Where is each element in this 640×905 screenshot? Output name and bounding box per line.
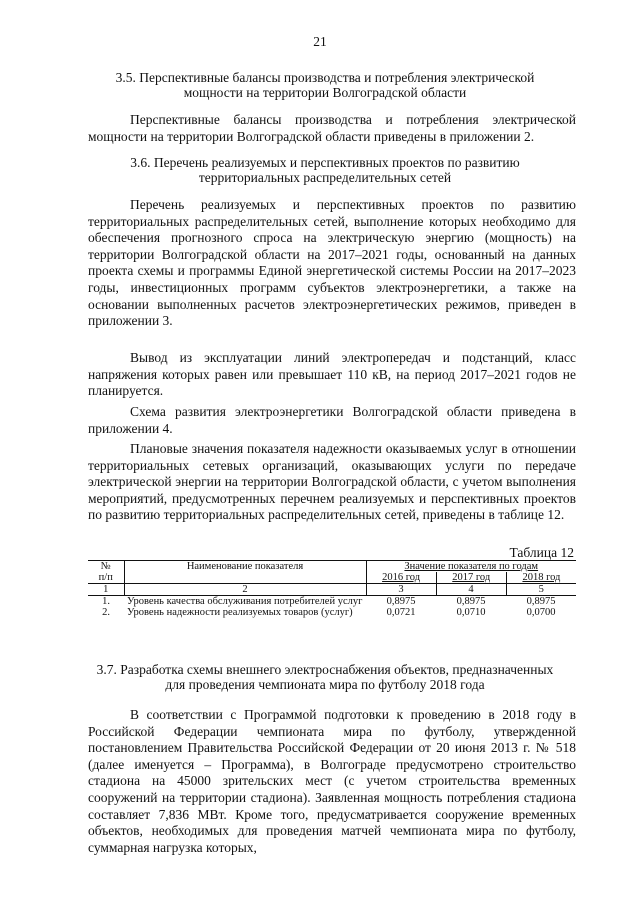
table-header-num bbox=[88, 561, 124, 584]
row-value-2016: 0,8975 bbox=[386, 596, 416, 607]
table-header-values bbox=[366, 561, 576, 584]
section-3-5-title-line1: 3.5. Перспективные балансы производства и потребления электрической bbox=[115, 70, 535, 85]
section-3-5-title bbox=[80, 70, 570, 100]
table-header-year-2018: 2018 год bbox=[506, 572, 576, 583]
section-3-7-paragraph: В соответствии с Программой подготовки к проведению в 2018 году в Российской Федерации чемпионата мира по футболу, утвержденной постановлением Правительства Российской Федерации от 20 июня 2013 г. № 518 (далее именуется – Программа), в Волгограде предусмотрено строительство стадиона на 45000 зрительских мест (с учетом строительства временных сооружений на территории стадиона). Заявленная мощность потребления стадиона составляет 7,836 МВт. Кроме того, предусматривается сооружение временных объектов, необходимых для проведения матчей чемпионата мира по футболу, суммарная нагрузка которых, bbox=[88, 707, 576, 855]
table-header-year-2016: 2016 год bbox=[382, 572, 421, 583]
column-number: 4 bbox=[436, 584, 506, 596]
table-header-num-line1: № bbox=[100, 561, 111, 572]
row-value-2018: 0,0700 bbox=[526, 607, 556, 618]
section-3-6-paragraph-1: Перечень реализуемых и перспективных проектов по развитию территориальных распределительных сетей, выполнение которых необходимо для обеспечения прогнозного спроса на электрическую энергию (мощность) на территории Волгоградской области на 2017–2021 годы, основанный на данных проекта схемы и программы Единой энергетической системы России на 2017–2023 годы, инвестиционных программ субъектов электроэнергетики, а также на основании выполненных расчетов электроэнергетических режимов, приведен в приложении 3. bbox=[88, 197, 576, 329]
column-number: 1 bbox=[88, 584, 124, 596]
table-header-years bbox=[367, 572, 577, 583]
section-3-5-title-line2: мощности на территории Волгоградской области bbox=[183, 85, 467, 100]
section-3-7-title bbox=[70, 662, 580, 692]
column-number: 3 bbox=[366, 584, 436, 596]
column-number: 5 bbox=[506, 584, 576, 596]
table-header-num-line2: п/п bbox=[98, 572, 113, 583]
page-number: 21 bbox=[313, 34, 327, 49]
table-header-values-group: Значение показателя по годам bbox=[404, 561, 539, 572]
table-header-name: Наименование показателя bbox=[124, 561, 366, 584]
section-3-7-title-line2: для проведения чемпионата мира по футболу 2018 года bbox=[165, 677, 485, 692]
table-12-caption: Таблица 12 bbox=[509, 545, 574, 560]
row-value-2018: 0,8975 bbox=[526, 596, 556, 607]
section-3-6-paragraph-2: Вывод из эксплуатации линий электропередач и подстанций, класс напряжения которых равен или превышает 110 кВ, на период 2017–2021 годов не планируется. bbox=[88, 350, 576, 399]
section-3-6-title bbox=[80, 155, 570, 185]
table-row bbox=[88, 596, 576, 608]
section-3-6-paragraph-3: Схема развития электроэнергетики Волгоградской области приведена в приложении 4. bbox=[88, 404, 576, 436]
section-3-6-title-line2: территориальных распределительных сетей bbox=[198, 170, 452, 185]
table-12 bbox=[88, 560, 576, 618]
row-value-2016: 0,0721 bbox=[386, 607, 416, 618]
table-header-year-2017: 2017 год bbox=[436, 572, 506, 583]
row-num: 2. bbox=[102, 607, 110, 618]
section-3-6-title-line1: 3.6. Перечень реализуемых и перспективных проектов по развитию bbox=[130, 155, 520, 170]
row-value-2017: 0,8975 bbox=[456, 596, 486, 607]
table-column-numbers bbox=[88, 584, 576, 596]
section-3-7-title-line1: 3.7. Разработка схемы внешнего электроснабжения объектов, предназначенных bbox=[96, 662, 554, 677]
table-row bbox=[88, 607, 576, 618]
column-number: 2 bbox=[124, 584, 366, 596]
section-3-5-paragraph: Перспективные балансы производства и потребления электрической мощности на территории Волгоградской области приведены в приложении 2. bbox=[88, 112, 576, 144]
row-value-2017: 0,0710 bbox=[456, 607, 486, 618]
row-indicator-name: Уровень надежности реализуемых товаров (услуг) bbox=[127, 607, 353, 618]
row-num: 1. bbox=[102, 596, 110, 607]
row-indicator-name: Уровень качества обслуживания потребителей услуг bbox=[127, 596, 363, 607]
section-3-6-paragraph-4: Плановые значения показателя надежности оказываемых услуг в отношении территориальных сетевых организаций, оказывающих услуги по передаче электрической энергии на территории Волгоградской области, с учетом выполнения мероприятий, предусмотренных перечнем реализуемых и перспективных проектов по развитию территориальных распределительных сетей, приведены в таблице 12. bbox=[88, 441, 576, 523]
